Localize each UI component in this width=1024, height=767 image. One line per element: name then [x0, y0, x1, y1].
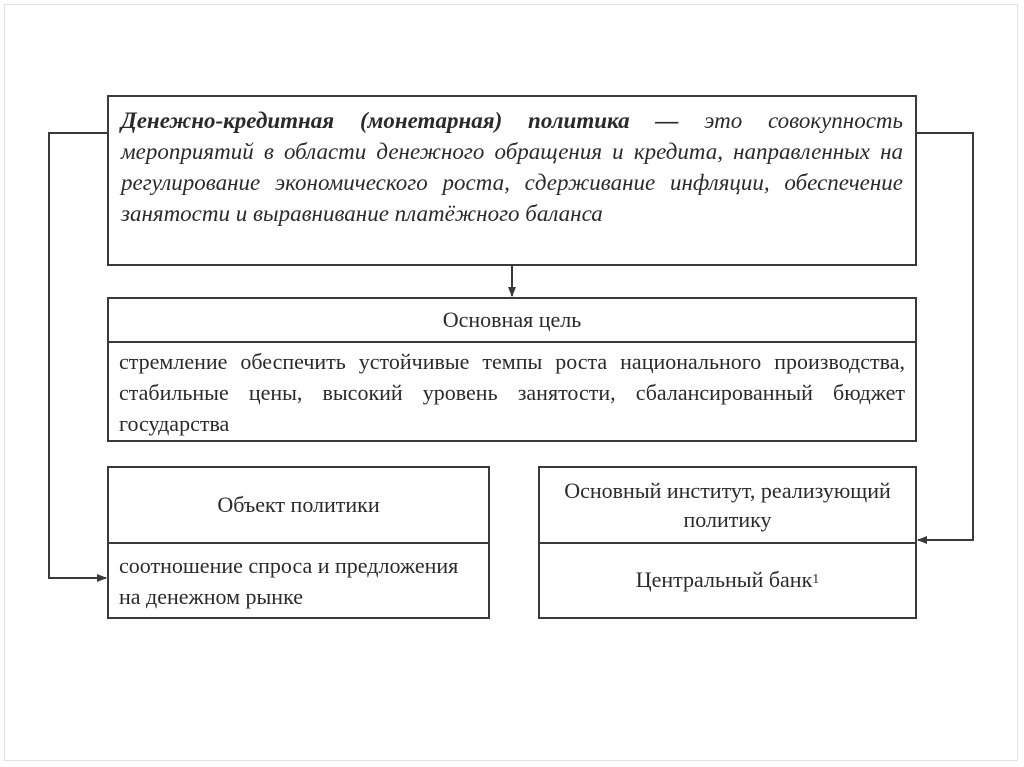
goal-box: [107, 297, 917, 442]
arrow-definition-to-institution: [917, 133, 973, 540]
definition-term: Денежно-кредитная (монетарная) политика —: [121, 108, 679, 133]
institution-header: Основный институт, реализующий политику: [540, 468, 915, 544]
institution-box: [538, 466, 917, 619]
definition-box: [107, 95, 917, 266]
arrow-definition-to-object: [49, 133, 107, 578]
object-header: Объект политики: [109, 468, 488, 544]
object-body: соотношение спроса и предложения на денежном рынке: [119, 553, 459, 609]
goal-header: Основная цель: [109, 299, 915, 343]
goal-body: стремление обеспечить устойчивые темпы роста национального производства, стабильные цены, высокий уровень занятости, сбалансированный бюджет государства: [119, 349, 905, 436]
institution-name: Центральный банк: [635, 567, 813, 592]
object-box: [107, 466, 490, 619]
institution-body: Центральный банк 1: [540, 542, 915, 617]
definition-text: это совокупность мероприятий в области денежного обращения и кредита, направленных на регулирование экономического роста, сдерживание инфляции, обеспечение занятости и выравнивание платёжного баланса: [121, 108, 903, 226]
